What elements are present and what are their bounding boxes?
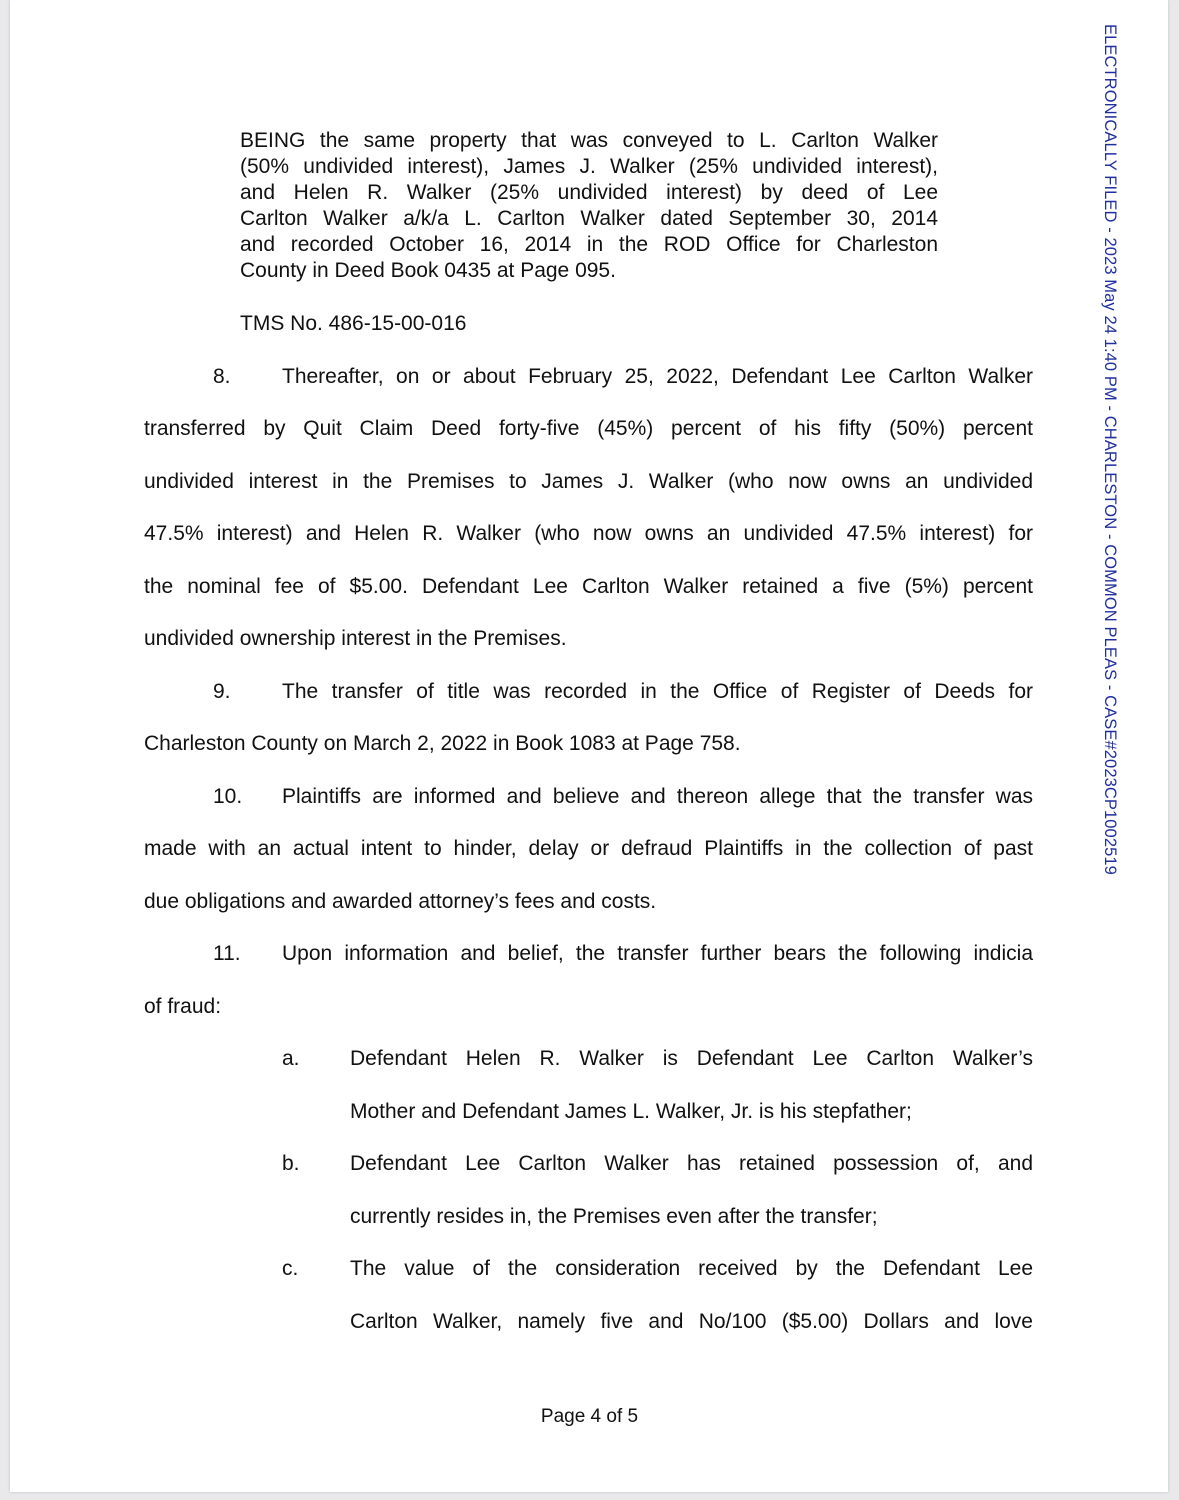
paragraph-line: transferred by Quit Claim Deed forty-five (45%) percent of his fifty (50%) percent — [144, 417, 1033, 440]
legal-description — [240, 128, 938, 284]
paragraph-line: Upon information and belief, the transfer further bears the following indicia — [282, 942, 1033, 965]
paragraph-line: of fraud: — [144, 995, 222, 1018]
paragraph-line: Charleston County on March 2, 2022 in Book 1083 at Page 758. — [144, 732, 741, 755]
subitem-line: Defendant Lee Carlton Walker has retained possession of, and — [350, 1152, 1033, 1175]
subitem-letter: b. — [282, 1152, 300, 1175]
legal-description-line: (50% undivided interest), James J. Walker (25% undivided interest), — [240, 155, 938, 178]
paragraph-number: 10. — [213, 785, 243, 808]
paragraph-number: 9. — [213, 680, 231, 703]
legal-description-line: and Helen R. Walker (25% undivided interest) by deed of Lee — [240, 181, 938, 204]
paragraph-line: made with an actual intent to hinder, delay or defraud Plaintiffs in the collection of past — [144, 837, 1033, 860]
page-number-footer: Page 4 of 5 — [540, 1406, 639, 1427]
paragraph-line: due obligations and awarded attorney’s fees and costs. — [144, 890, 657, 913]
paragraph-line: Plaintiffs are informed and believe and thereon allege that the transfer was — [282, 785, 1033, 808]
subitem-line: Mother and Defendant James L. Walker, Jr. is his stepfather; — [350, 1100, 912, 1123]
legal-description-line: and recorded October 16, 2014 in the ROD Office for Charleston — [240, 233, 938, 256]
tms-number: TMS No. 486-15-00-016 — [240, 312, 467, 335]
legal-description-line: Carlton Walker a/k/a L. Carlton Walker dated September 30, 2014 — [240, 207, 938, 230]
subitem-letter: a. — [282, 1047, 300, 1070]
subitem-letter: c. — [282, 1257, 299, 1280]
paragraph-line: The transfer of title was recorded in the Office of Register of Deeds for — [282, 680, 1033, 703]
paragraph-line: the nominal fee of $5.00. Defendant Lee Carlton Walker retained a five (5%) percent — [144, 575, 1033, 598]
legal-description-line: BEING the same property that was conveyed to L. Carlton Walker — [240, 129, 938, 152]
paragraph-number: 11. — [213, 942, 241, 965]
paragraph-line: undivided interest in the Premises to James J. Walker (who now owns an undivided — [144, 470, 1033, 493]
subitem-line: Carlton Walker, namely five and No/100 ($5.00) Dollars and love — [350, 1310, 1033, 1333]
paragraph-number: 8. — [213, 365, 231, 388]
electronic-filing-stamp: ELECTRONICALLY FILED - 2023 May 24 1:40 PM - CHARLESTON - COMMON PLEAS - CASE#2023CP1002519 — [1101, 24, 1119, 875]
paragraph-line: undivided ownership interest in the Premises. — [144, 627, 567, 650]
paragraph-line: 47.5% interest) and Helen R. Walker (who now owns an undivided 47.5% interest) for — [144, 522, 1033, 545]
paragraph-line: Thereafter, on or about February 25, 2022, Defendant Lee Carlton Walker — [282, 365, 1033, 388]
legal-description-line: County in Deed Book 0435 at Page 095. — [240, 259, 616, 282]
subitem-line: currently resides in, the Premises even after the transfer; — [350, 1205, 878, 1228]
subitem-line: The value of the consideration received by the Defendant Lee — [350, 1257, 1033, 1280]
subitem-line: Defendant Helen R. Walker is Defendant Lee Carlton Walker’s — [350, 1047, 1033, 1070]
